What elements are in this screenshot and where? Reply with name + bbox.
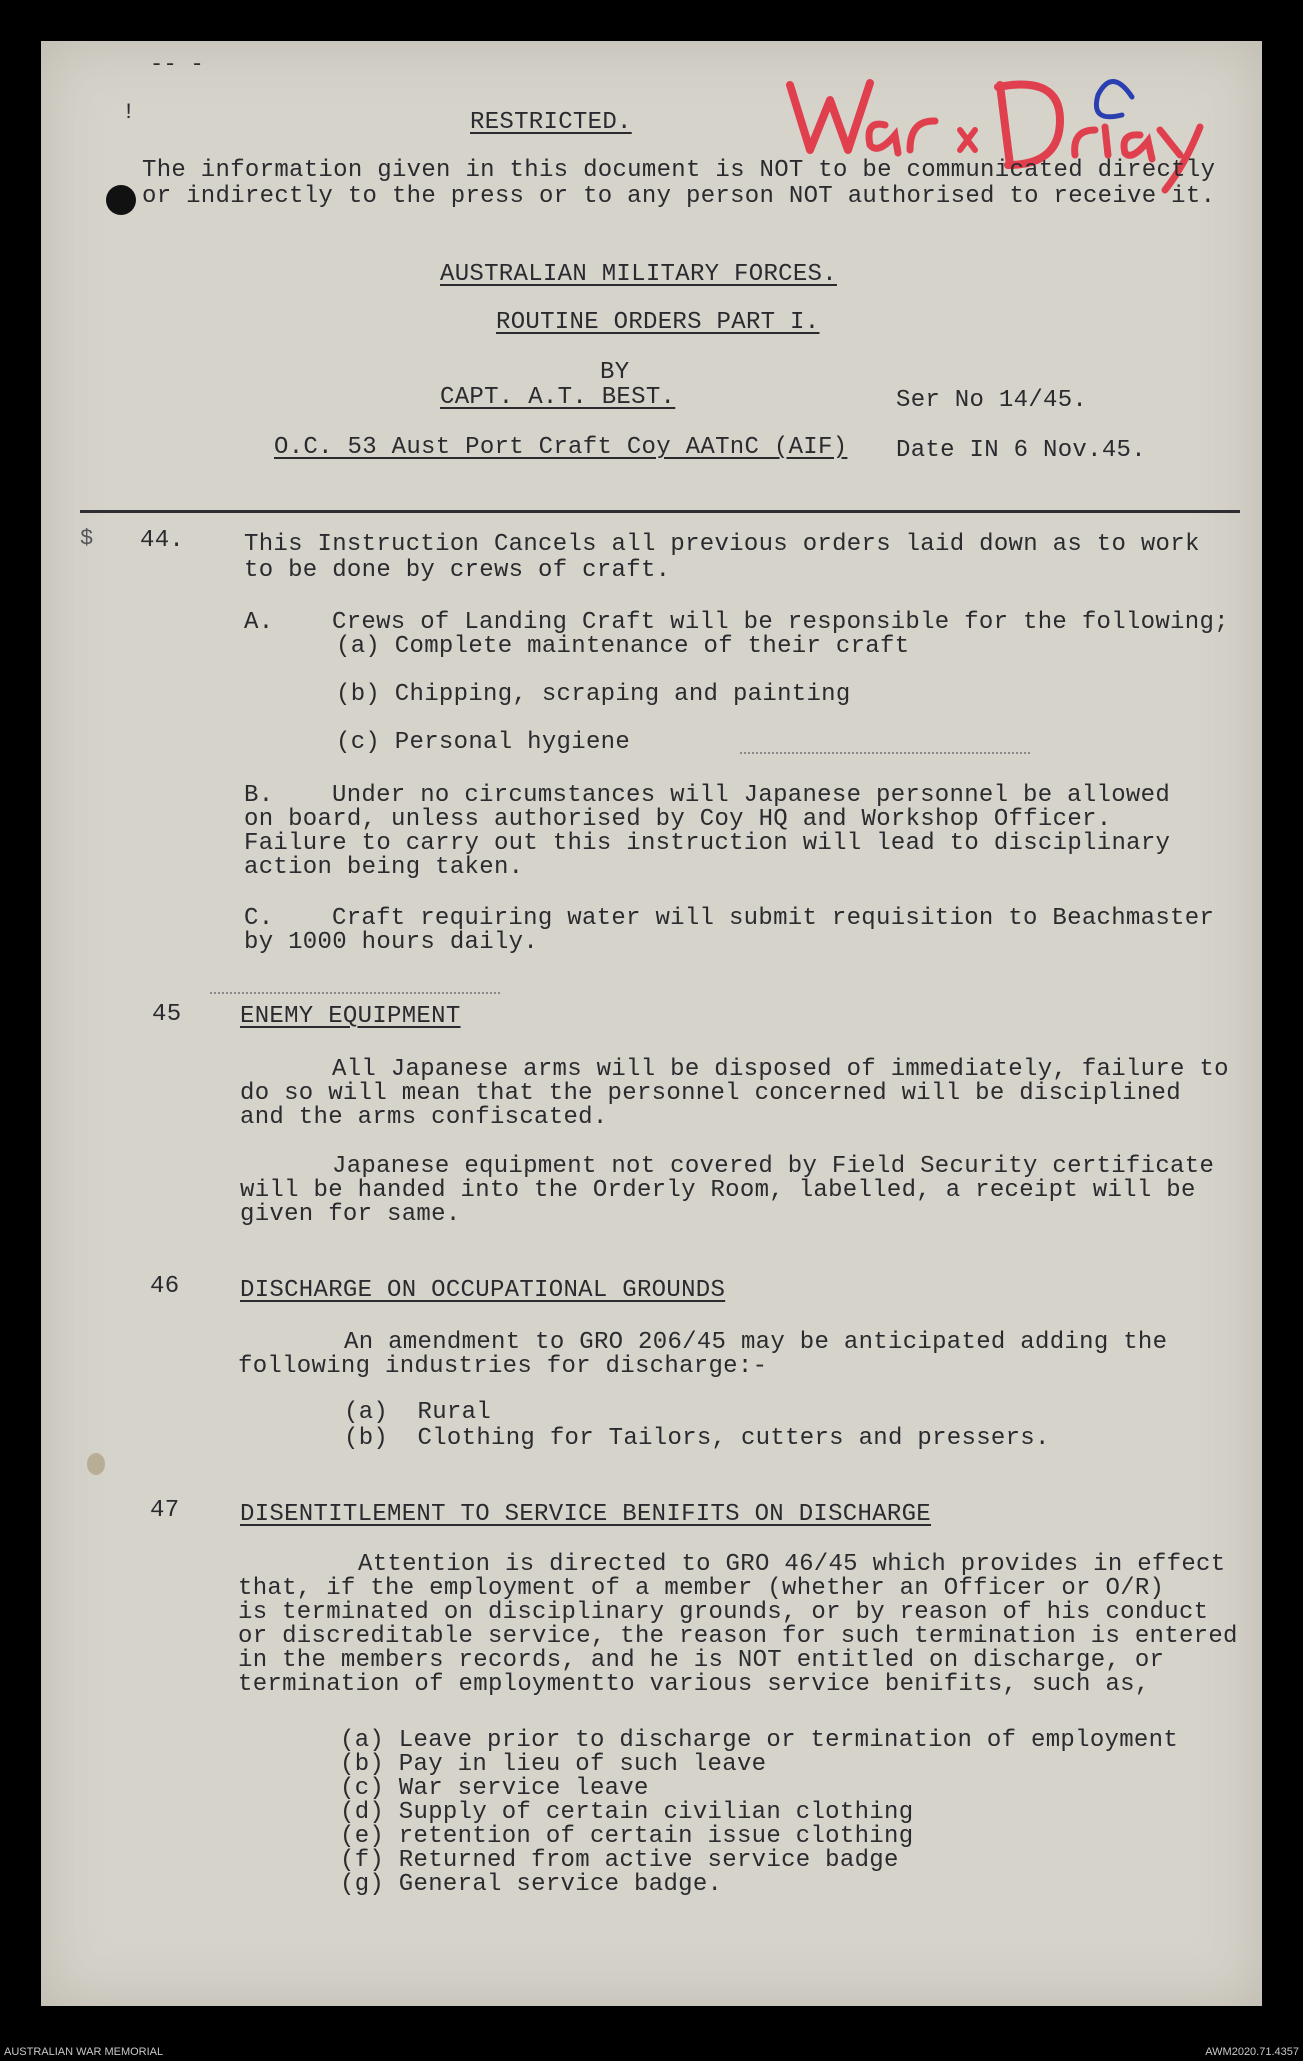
notice-line-1: The information given in this document is NOT to be communicated directly — [142, 157, 1216, 184]
dotted-line — [740, 752, 1030, 754]
list-item: (b) Pay in lieu of such leave — [340, 1751, 767, 1778]
paragraph-line: Under no circumstances will Japanese personnel be allowed — [332, 782, 1171, 809]
footer-right-caption: AWM2020.71.4357 — [1205, 2046, 1299, 2058]
item-number: 47 — [150, 1497, 180, 1524]
paragraph-line: Attention is directed to GRO 46/45 which provides in effect — [358, 1551, 1226, 1578]
margin-mark: ! — [122, 100, 136, 125]
paragraph-line: This Instruction Cancels all previous orders laid down as to work — [244, 531, 1200, 558]
paragraph-line: Failure to carry out this instruction will lead to disciplinary — [244, 830, 1171, 857]
paragraph-line: to be done by crews of craft. — [244, 557, 671, 584]
paragraph-line: An amendment to GRO 206/45 may be anticipated adding the — [344, 1329, 1168, 1356]
punch-hole — [106, 185, 136, 215]
paragraph-line: Craft requiring water will submit requisition to Beachmaster — [332, 905, 1215, 932]
unit: O.C. 53 Aust Port Craft Coy AATnC (AIF) — [274, 434, 848, 461]
paragraph-line: given for same. — [240, 1201, 461, 1228]
list-item: (f) Returned from active service badge — [340, 1847, 899, 1874]
list-item: (c) Personal hygiene — [336, 729, 631, 756]
list-item: (b) Chipping, scraping and painting — [336, 681, 851, 708]
divider — [80, 510, 1240, 513]
paragraph-line: that, if the employment of a member (whether an Officer or O/R) — [238, 1575, 1165, 1602]
footer-left-caption: AUSTRALIAN WAR MEMORIAL — [4, 2046, 164, 2058]
list-item: (g) General service badge. — [340, 1871, 723, 1898]
item-number: 45 — [152, 1001, 182, 1028]
item-number: 44. — [140, 527, 185, 554]
sub-label: B. — [244, 782, 274, 809]
margin-mark: $ — [80, 526, 94, 551]
paragraph-line: do so will mean that the personnel concerned will be disciplined — [240, 1080, 1181, 1107]
list-item: (c) War service leave — [340, 1775, 649, 1802]
order-date: Date IN 6 Nov.45. — [896, 437, 1146, 464]
paragraph-line: Crews of Landing Craft will be responsible for the following; — [332, 609, 1229, 636]
margin-mark: -- - — [150, 52, 205, 77]
author: CAPT. A.T. BEST. — [440, 384, 676, 411]
notice-line-2: or indirectly to the press or to any person NOT authorised to receive it. — [142, 183, 1216, 210]
restricted-heading: RESTRICTED. — [470, 109, 632, 136]
paragraph-line: following industries for discharge:- — [238, 1353, 768, 1380]
section-heading: ENEMY EQUIPMENT — [240, 1003, 461, 1030]
paragraph-line: Japanese equipment not covered by Field Security certificate — [332, 1153, 1215, 1180]
title-line-1: AUSTRALIAN MILITARY FORCES. — [440, 261, 837, 288]
sub-label: C. — [244, 905, 274, 932]
list-item: (d) Supply of certain civilian clothing — [340, 1799, 914, 1826]
rust-mark — [87, 1453, 105, 1475]
title-by: BY — [600, 359, 630, 386]
svg-text:War Diary: War Diary — [760, 55, 766, 56]
paragraph-line: and the arms confiscated. — [240, 1104, 608, 1131]
list-item: (a) Leave prior to discharge or termination of employment — [340, 1727, 1179, 1754]
paragraph-line: will be handed into the Orderly Room, labelled, a receipt will be — [240, 1177, 1196, 1204]
list-item: (e) retention of certain issue clothing — [340, 1823, 914, 1850]
paragraph-line: action being taken. — [244, 854, 524, 881]
paragraph-line: or discreditable service, the reason for such termination is entered — [238, 1623, 1238, 1650]
paragraph-line: is terminated on disciplinary grounds, or by reason of his conduct — [238, 1599, 1209, 1626]
dotted-line — [210, 992, 500, 994]
serial-number: Ser No 14/45. — [896, 387, 1088, 414]
section-heading: DISENTITLEMENT TO SERVICE BENIFITS ON DISCHARGE — [240, 1501, 932, 1528]
paragraph-line: by 1000 hours daily. — [244, 929, 539, 956]
title-line-2: ROUTINE ORDERS PART I. — [496, 309, 820, 336]
paragraph-line: on board, unless authorised by Coy HQ and Workshop Officer. — [244, 806, 1112, 833]
paragraph-line: in the members records, and he is NOT entitled on discharge, or — [238, 1647, 1165, 1674]
paragraph-line: All Japanese arms will be disposed of immediately, failure to — [332, 1056, 1229, 1083]
list-item: (a) Complete maintenance of their craft — [336, 633, 910, 660]
sub-label: A. — [244, 609, 274, 636]
section-heading: DISCHARGE ON OCCUPATIONAL GROUNDS — [240, 1277, 726, 1304]
list-item: (a) Rural — [344, 1399, 492, 1426]
paragraph-line: termination of employmentto various service benifits, such as, — [238, 1671, 1150, 1698]
list-item: (b) Clothing for Tailors, cutters and pressers. — [344, 1425, 1050, 1452]
item-number: 46 — [150, 1273, 180, 1300]
